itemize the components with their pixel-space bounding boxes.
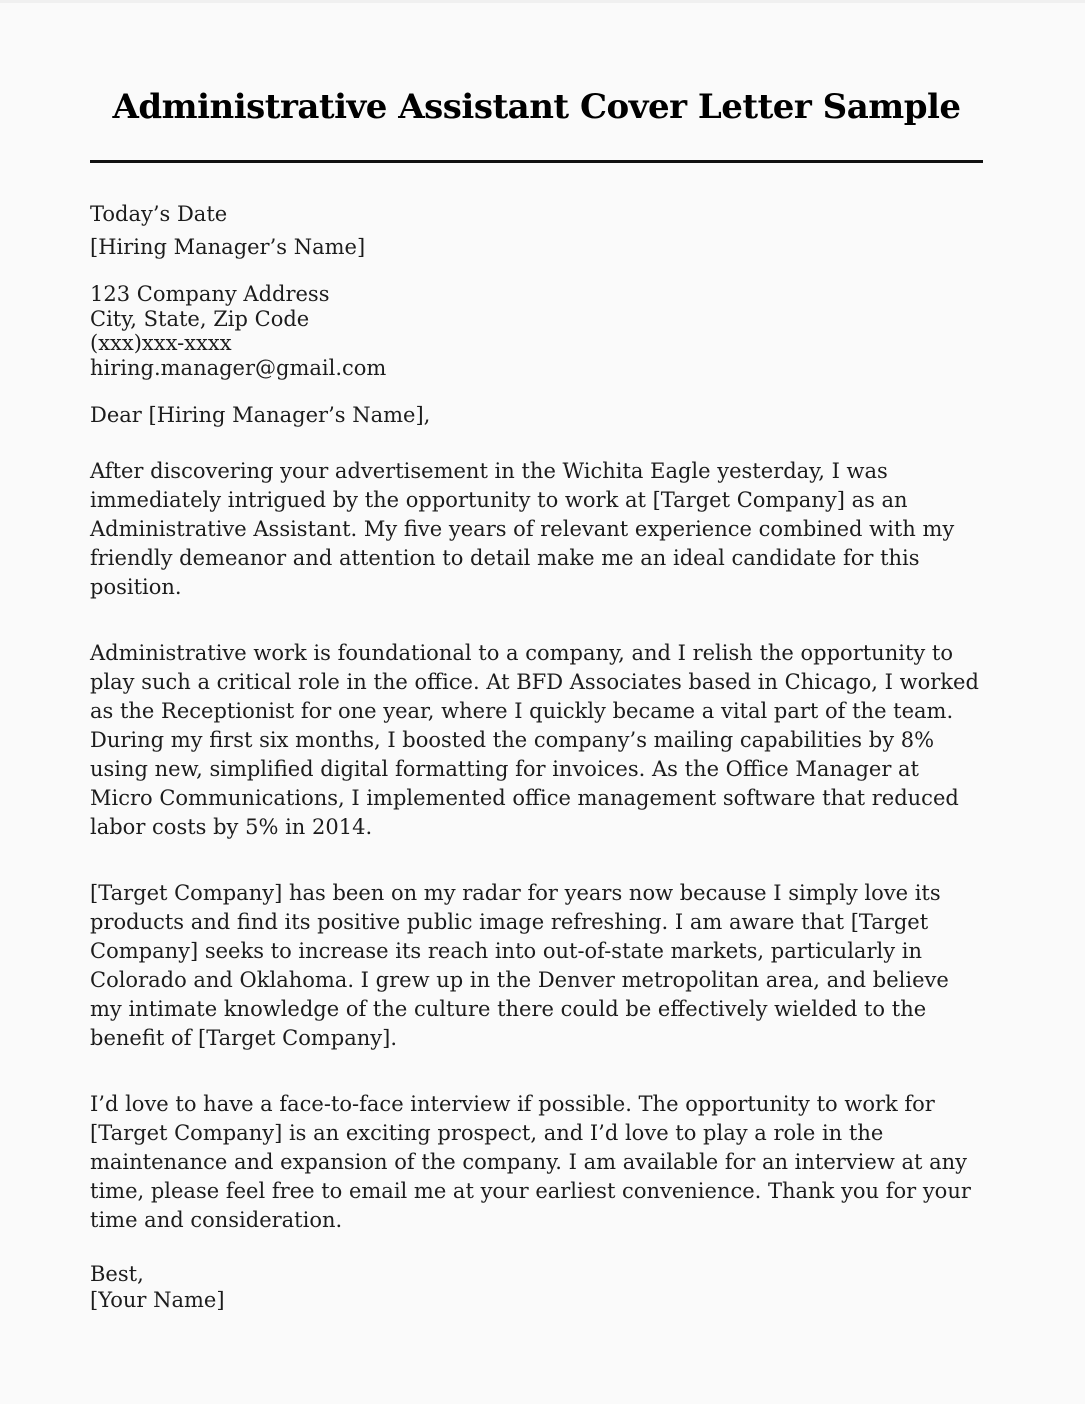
company-address-block (90, 282, 983, 380)
closing-line: Best, (90, 1262, 144, 1286)
salutation-line: Dear [Hiring Manager’s Name], (90, 403, 431, 427)
address-city-line: City, State, Zip Code (90, 306, 310, 331)
page-title: Administrative Assistant Cover Letter Sample (112, 87, 961, 127)
signature-line: [Your Name] (90, 1288, 225, 1312)
body-paragraph-call-to-action: I’d love to have a face-to-face interview if possible. The opportunity to work for [Target Company] is an exciting prospect, and I’d love to play a role in the maintenance and expansion of the company. I am available for an interview at any time, please feel free to email me at your earliest convenience. Thank you for your time and consideration. (90, 1092, 971, 1232)
body-paragraph-experience: Administrative work is foundational to a company, and I relish the opportunity to play such a critical role in the office. At BFD Associates based in Chicago, I worked as the Receptionist for one year, where I quickly became a vital part of the team. During my first six months, I boosted the company’s mailing capabilities by 8% using new, simplified digital formatting for invoices. As the Office Manager at Micro Communications, I implemented office management software that reduced labor costs by 5% in 2014. (90, 641, 979, 839)
date-line: Today’s Date (90, 202, 228, 226)
phone-number-text: (xxx)xxx-xxxx (90, 331, 232, 355)
closing-block (90, 1261, 983, 1313)
title-divider (90, 160, 983, 163)
body-paragraph-company-fit: [Target Company] has been on my radar for years now because I simply love its products and find its positive public image refreshing. I am aware that [Target Company] seeks to increase its reach into out-of-state markets, particularly in Colorado and Oklahoma. I grew up in the Denver metropolitan area, and believe my intimate knowledge of the culture there could be effectively wielded to the benefit of [Target Company]. (90, 881, 949, 1050)
body-paragraph-intro: After discovering your advertisement in the Wichita Eagle yesterday, I was immediately intrigued by the opportunity to work at [Target Company] as an Administrative Assistant. My five years of relevant experience combined with my friendly demeanor and attention to detail make me an ideal candidate for this position. (90, 459, 955, 599)
recipient-name-line: [Hiring Manager’s Name] (90, 235, 366, 259)
address-street-line: 123 Company Address (90, 282, 330, 306)
email-text: hiring.manager@gmail.com (90, 355, 387, 380)
